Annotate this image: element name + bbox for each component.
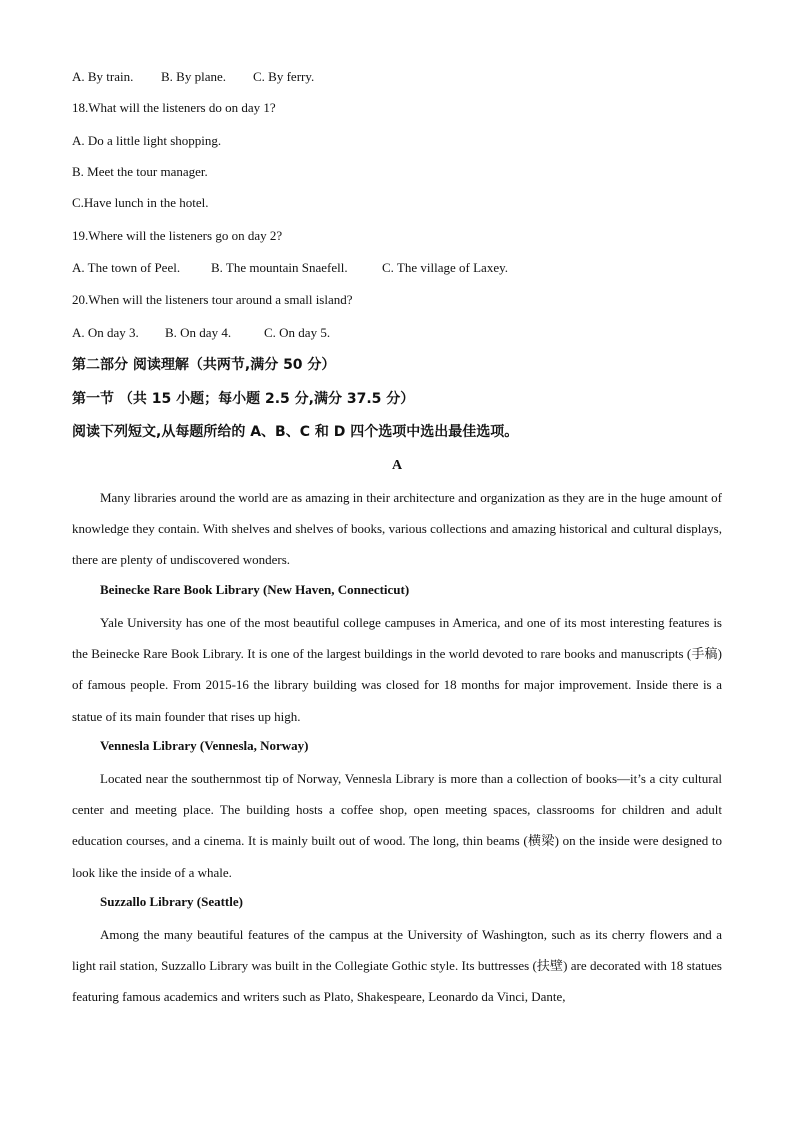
q19-options [72,259,508,277]
library-3-text: Among the many beautiful features of the campus at the University of Washington, such as its cherry flowers and a light rail station, Suzzallo Library was built in the Collegiate Gothic style. Its buttresses (扶壁) are decorated with 18 statues featuring famous academics and writers such as Plato, Shakespeare, Leonardo da Vinci, Dante, [72,927,722,1005]
q20-stem: 20.When will the listeners tour around a small island? [72,292,353,307]
q20-option-a[interactable]: A. On day 3. [72,325,139,340]
q17-option-a[interactable]: A. By train. [72,69,134,84]
q18-option-a[interactable]: A. Do a little light shopping. [72,133,222,148]
library-2-text: Located near the southernmost tip of Norway, Vennesla Library is more than a collection of books—it’s a city cultural center and meeting place. The building hosts a coffee shop, open meeting spaces, classrooms for children and adult education courses, and a cinema. It is mainly built out of wood. The long, thin beams (横梁) on the inside were designed to look like the inside of a whale. [72,771,723,880]
reading-instruction: 阅读下列短文,从每题所给的 A、B、C 和 D 四个选项中选出最佳选项。 [72,424,519,440]
q19-option-a[interactable]: A. The town of Peel. [72,260,181,275]
q20-option-c[interactable]: C. On day 5. [264,325,331,340]
q17-option-c[interactable]: C. By ferry. [253,69,315,84]
library-2-title: Vennesla Library (Vennesla, Norway) [100,738,309,753]
q20-options [72,324,330,342]
q17-options [72,68,314,86]
passage-label: A [391,458,403,473]
library-1-text: Yale University has one of the most beautiful college campuses in America, and one of its most interesting features is the Beinecke Rare Book Library. It is one of the largest buildings in the world devoted to rare books and manuscripts (手稿) of famous people. From 2015-16 the library building was closed for 18 months for major improvement. Inside there is a statue of its main founder that rises up high. [72,615,722,724]
q18-stem: 18.What will the listeners do on day 1? [72,100,276,115]
passage-intro: Many libraries around the world are as amazing in their architecture and organization as they are in the huge amount of knowledge they contain. With shelves and shelves of books, various collections and amazing historical and cultural displays, there are plenty of undiscovered wonders. [72,490,722,568]
q19-stem: 19.Where will the listeners go on day 2? [72,228,283,243]
section1-heading: 第一节 （共 15 小题；每小题 2.5 分,满分 37.5 分） [72,391,415,407]
q20-option-b[interactable]: B. On day 4. [165,325,232,340]
library-1-title: Beinecke Rare Book Library (New Haven, Connecticut) [100,582,410,597]
q19-option-b[interactable]: B. The mountain Snaefell. [211,260,348,275]
part2-heading: 第二部分 阅读理解（共两节,满分 50 分） [72,357,336,373]
q18-option-b[interactable]: B. Meet the tour manager. [72,164,208,179]
q17-option-b[interactable]: B. By plane. [161,69,226,84]
q19-option-c[interactable]: C. The village of Laxey. [382,260,508,275]
library-3-title: Suzzallo Library (Seattle) [100,894,243,909]
q18-option-c[interactable]: C.Have lunch in the hotel. [72,195,209,210]
